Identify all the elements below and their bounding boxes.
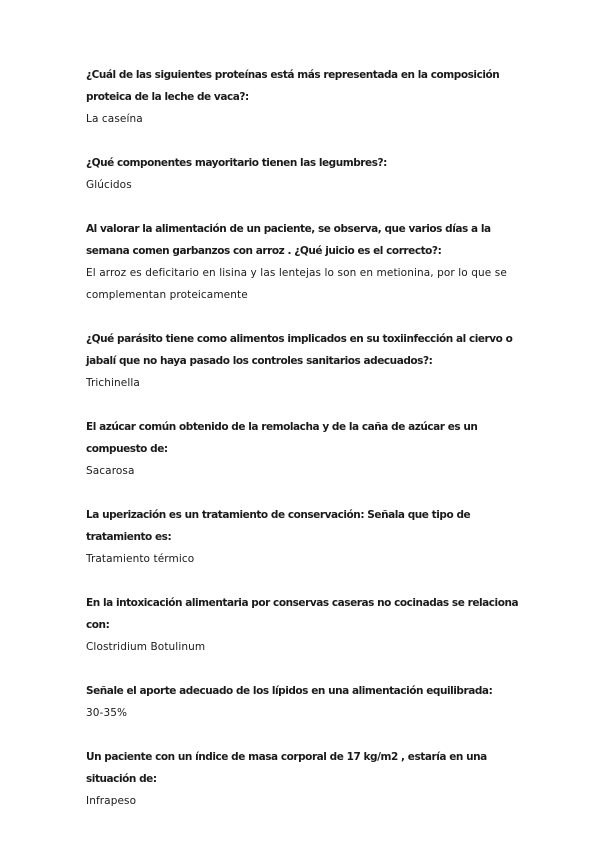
question-text: En la intoxicación alimentaria por conservas caseras no cocinadas se relaciona con: [86,597,519,631]
question-text: ¿Qué componentes mayoritario tienen las legumbres?: [86,157,387,169]
question-text: ¿Cuál de las siguientes proteínas está más representada en la composición proteica de la leche de vaca?: [86,69,500,103]
document-page [86,64,526,812]
question-text: Señale el aporte adecuado de los lípidos en una alimentación equilibrada: [86,685,493,697]
answer-text: Trichinella [86,377,140,389]
qa-item [86,504,526,570]
qa-item [86,746,526,812]
qa-item [86,416,526,482]
qa-item [86,152,526,196]
answer-text: El arroz es deficitario en lisina y las lentejas lo son en metionina, por lo que se complementan proteicamente [86,267,507,301]
question-text: Un paciente con un índice de masa corporal de 17 kg/m2 , estaría en una situación de: [86,751,487,785]
qa-item [86,218,526,306]
answer-text: La caseína [86,113,143,125]
qa-item [86,328,526,394]
answer-text: 30-35% [86,707,128,719]
question-text: El azúcar común obtenido de la remolacha y de la caña de azúcar es un compuesto de: [86,421,478,455]
qa-item [86,64,526,130]
answer-text: Infrapeso [86,795,137,807]
answer-text: Tratamiento térmico [86,553,195,565]
answer-text: Clostridium Botulinum [86,641,206,653]
answer-text: Glúcidos [86,179,132,191]
answer-text: Sacarosa [86,465,135,477]
qa-item [86,592,526,658]
question-text: Al valorar la alimentación de un paciente, se observa, que varios días a la semana comen garbanzos con arroz . ¿Qué juicio es el correcto?: [86,223,491,257]
question-text: La uperización es un tratamiento de conservación: Señala que tipo de tratamiento es: [86,509,471,543]
qa-item [86,680,526,724]
question-text: ¿Qué parásito tiene como alimentos implicados en su toxiinfección al ciervo o jabalí que no haya pasado los controles sanitarios adecuados?: [86,333,513,367]
